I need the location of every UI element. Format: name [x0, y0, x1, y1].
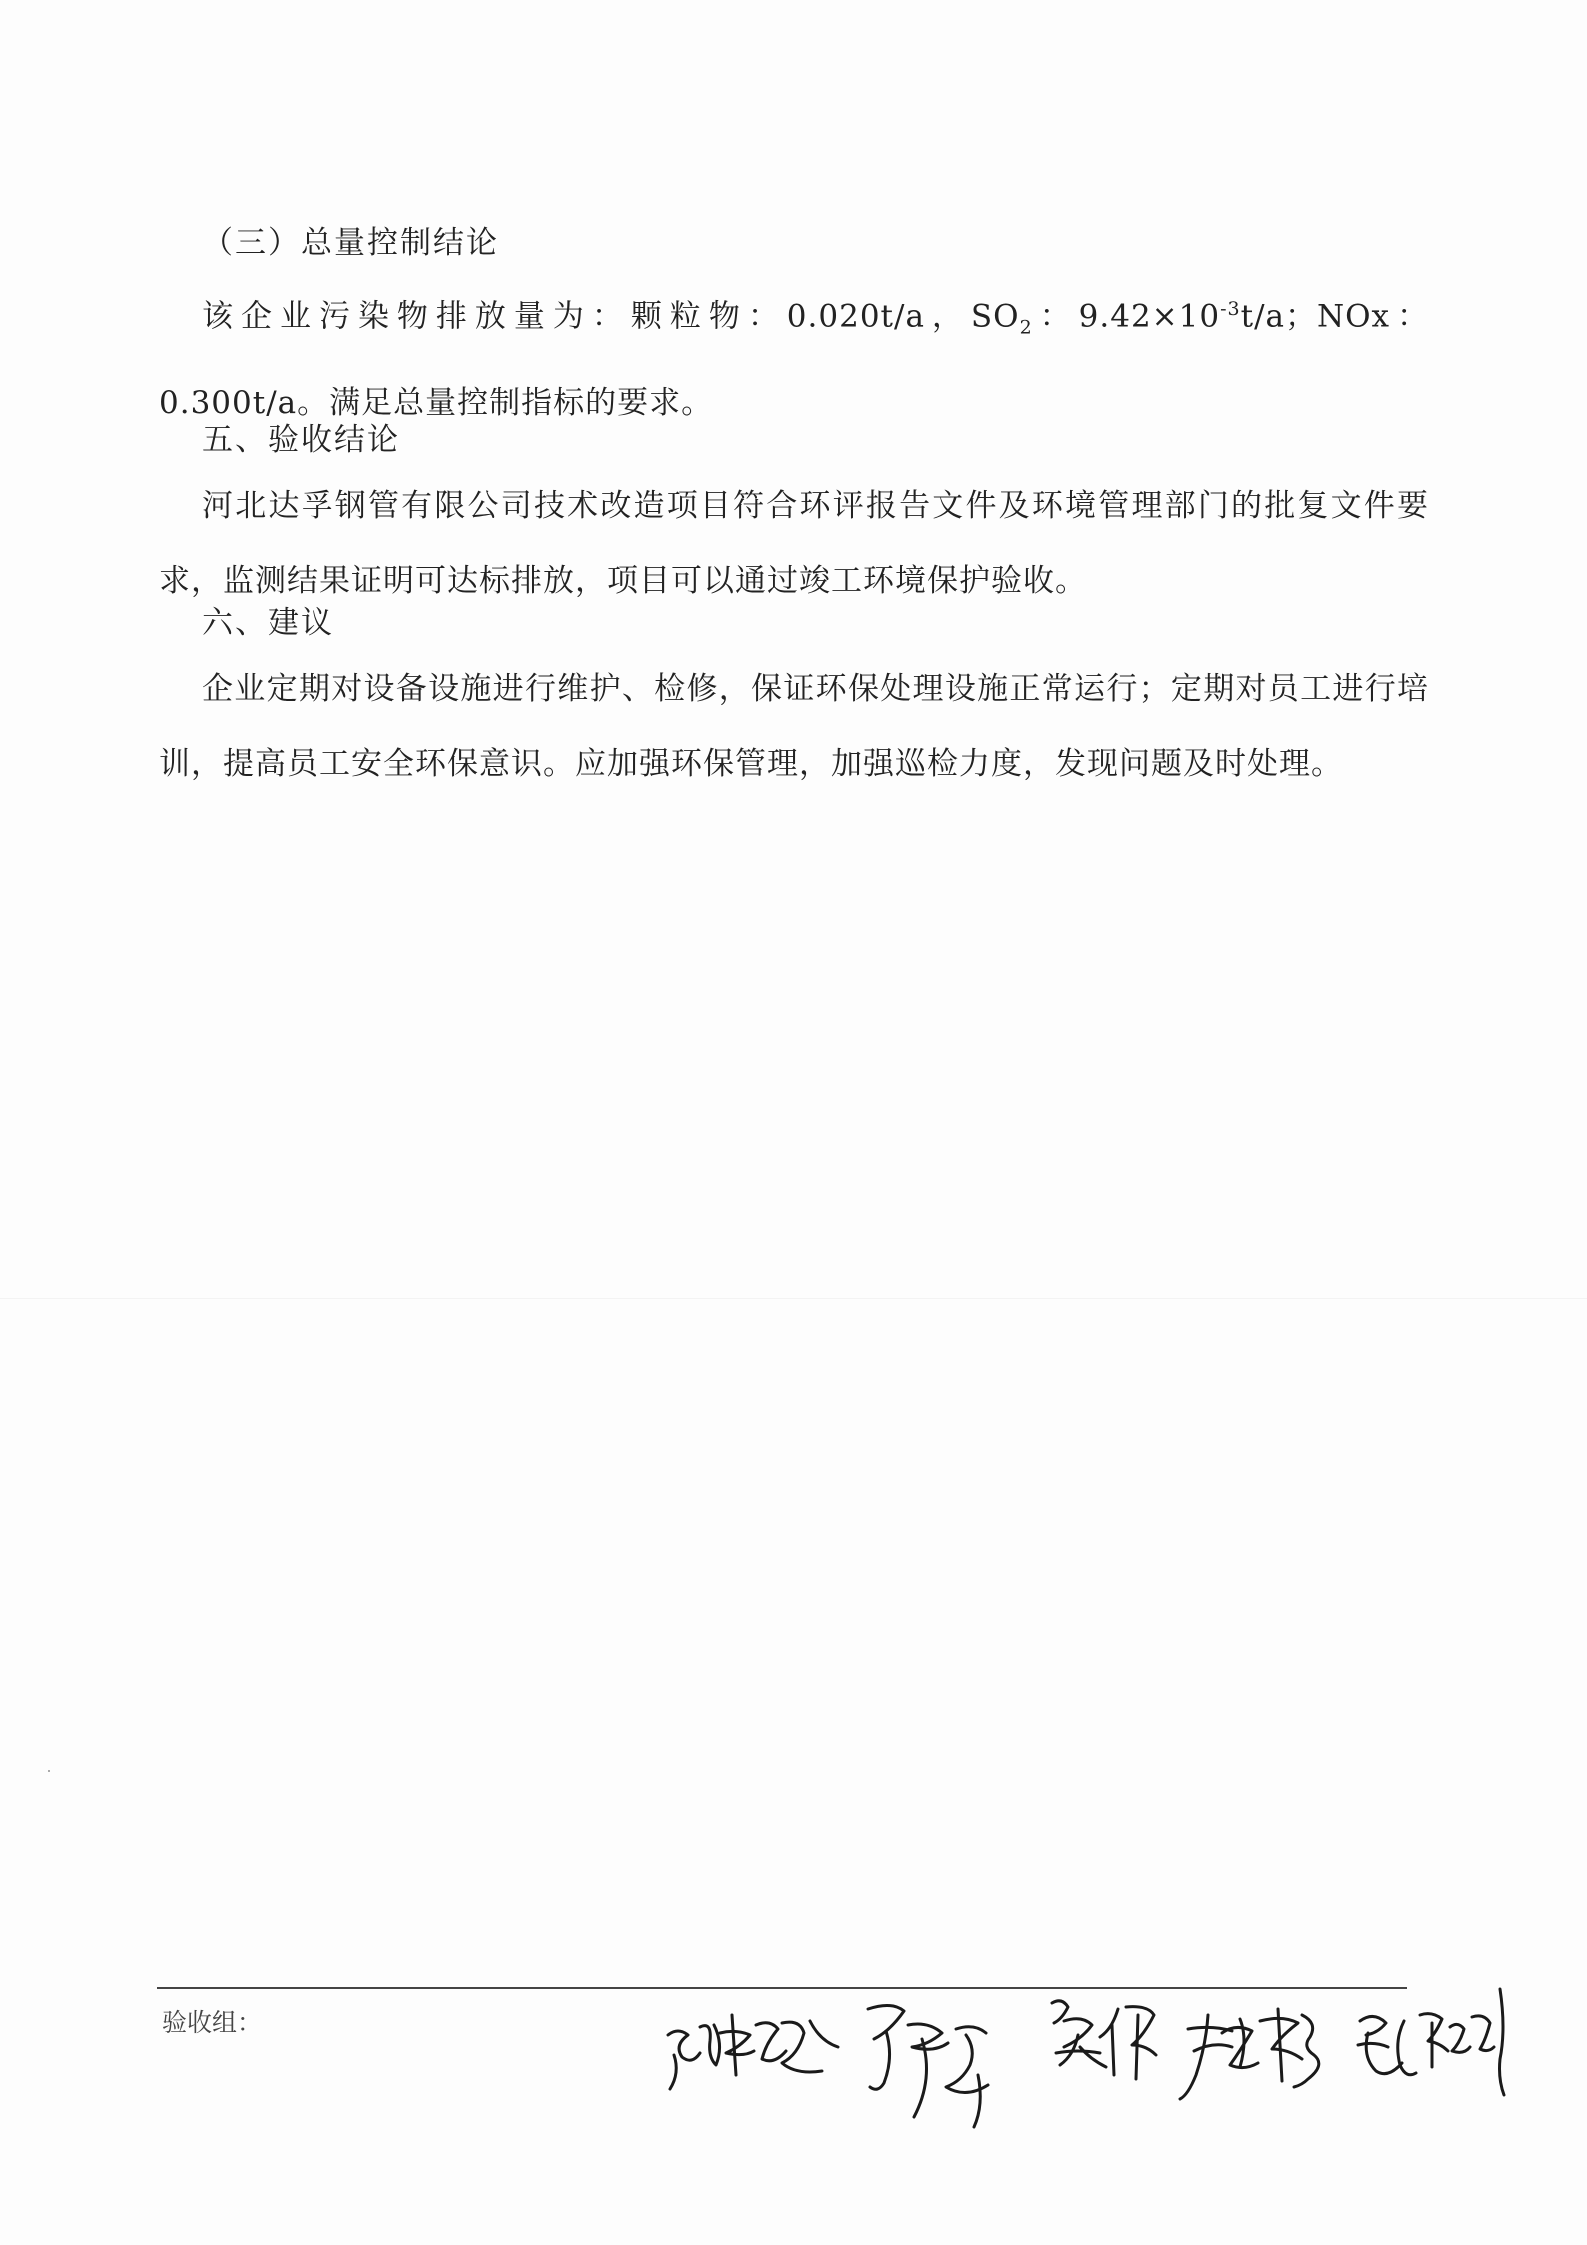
signature-1 — [668, 2015, 838, 2089]
paragraph-suggestion: 企业定期对设备设施进行维护、检修，保证环保处理设施正常运行；定期对员工进行培训，提高员工安全环保意识。应加强环保管理，加强巡检力度，发现问题及时处理。 — [159, 671, 1429, 782]
heading-suggestion: 六、建议 — [202, 605, 334, 641]
heading-total-control: （三）总量控制结论 — [202, 225, 499, 261]
acceptance-group-label: 验收组： — [162, 2008, 263, 2037]
heading-conclusion: 五、验收结论 — [202, 422, 400, 458]
signature-4 — [1180, 2009, 1319, 2099]
emissions-text-suffix: t/a；NOx：0.300t/a。满足总量控制指标的要求。 — [159, 298, 1430, 421]
emissions-text-prefix: 该企业污染物排放量为：颗粒物：0.020t/a，SO — [202, 298, 1020, 335]
scan-artifact-dot — [48, 1770, 50, 1772]
paragraph-conclusion: 河北达孚钢管有限公司技术改造项目符合环评报告文件及环境管理部门的批复文件要求，监测结果证明可达标排放，项目可以通过竣工环境保护验收。 — [159, 488, 1429, 599]
signature-5 — [1358, 1989, 1504, 2095]
so2-subscript: 2 — [1019, 316, 1033, 339]
emissions-text-mid: ：9.42×10 — [1032, 298, 1221, 335]
scan-artifact-line — [0, 1298, 1587, 1299]
signature-2 — [868, 2005, 988, 2127]
exponent-superscript: -3 — [1220, 298, 1241, 320]
handwritten-signatures — [660, 1975, 1520, 2145]
paragraph-emissions — [159, 272, 1429, 441]
signature-3 — [1052, 2001, 1156, 2079]
